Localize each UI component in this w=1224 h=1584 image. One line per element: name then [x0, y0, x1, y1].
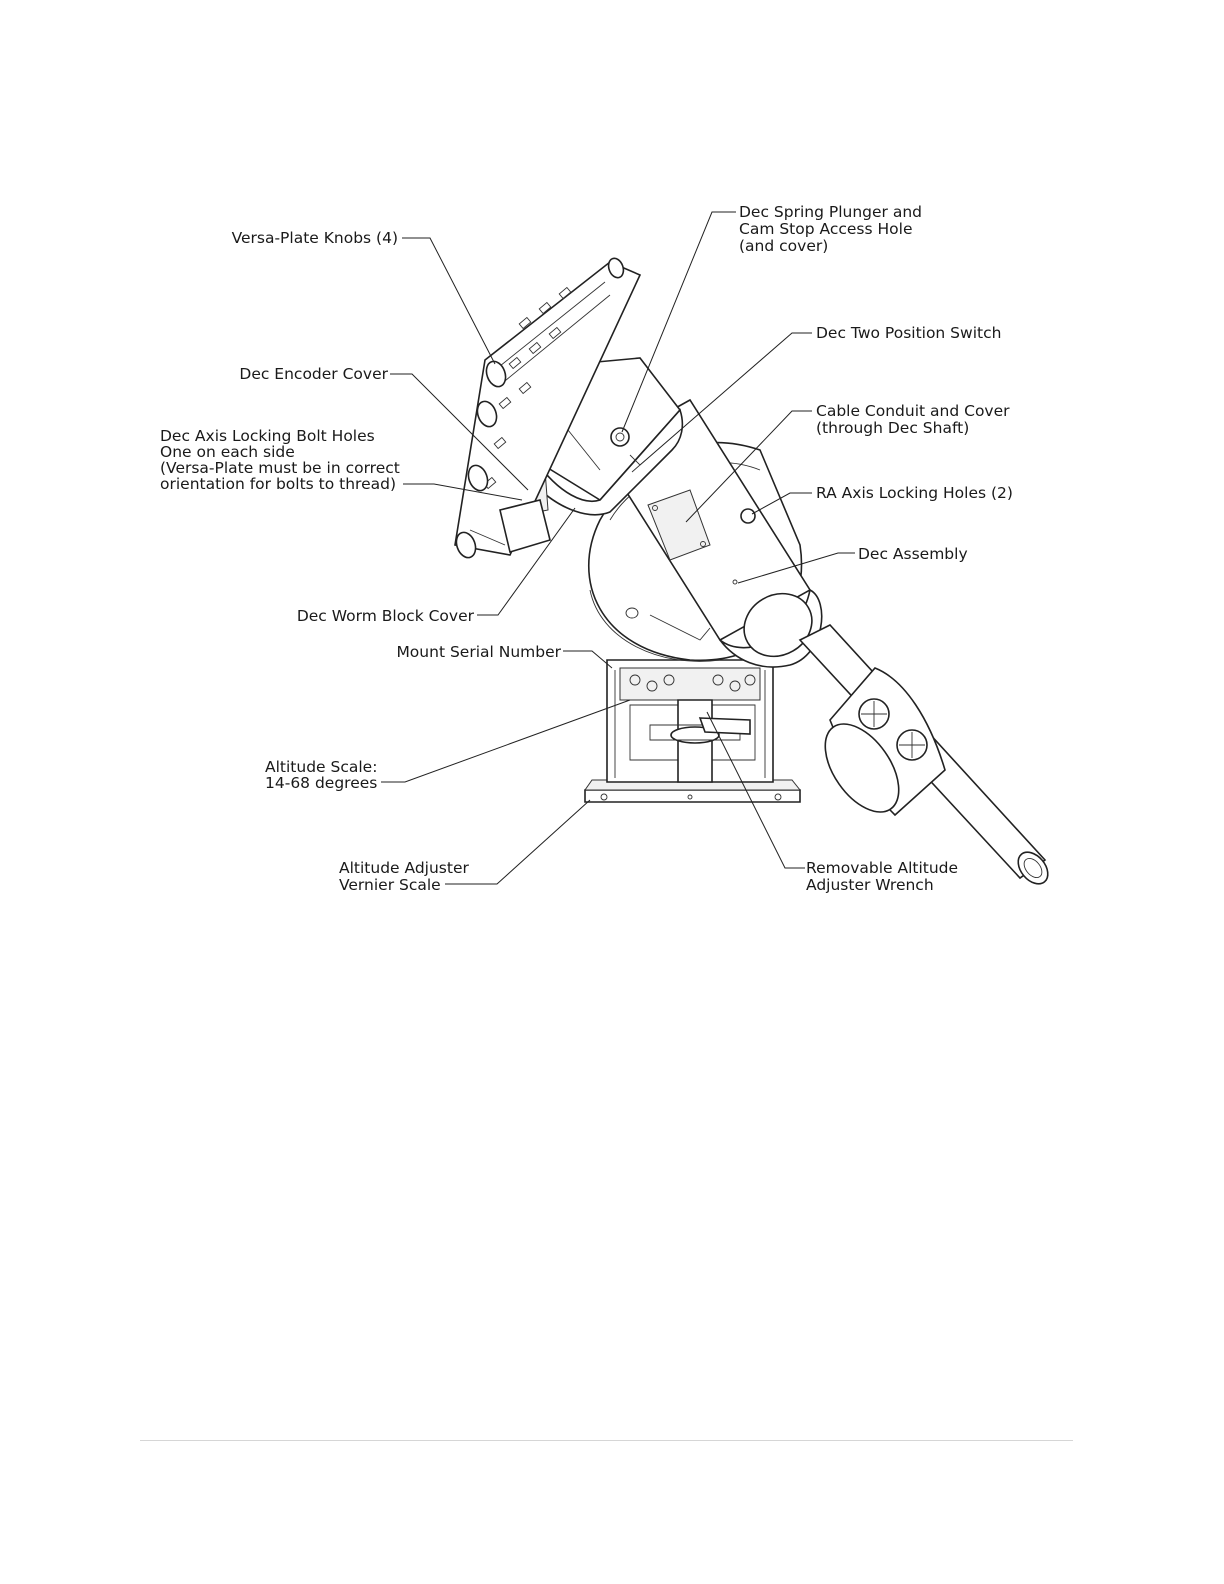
label-dec-axis-locking-line1: Dec Axis Locking Bolt Holes: [160, 427, 375, 445]
label-altitude-adjuster-line1: Altitude Adjuster: [339, 859, 469, 877]
label-altitude-scale-line2: 14-68 degrees: [265, 774, 378, 792]
base-plate: [585, 780, 800, 802]
label-ra-axis-locking-holes: RA Axis Locking Holes (2): [816, 484, 1013, 502]
label-mount-serial-number: Mount Serial Number: [396, 643, 561, 661]
label-dec-spring-plunger-line2: Cam Stop Access Hole: [739, 220, 913, 238]
label-cable-conduit-line2: (through Dec Shaft): [816, 419, 970, 437]
label-dec-axis-locking-line3: (Versa-Plate must be in correct: [160, 459, 400, 477]
footer-divider: [140, 1440, 1073, 1441]
label-removable-wrench-line1: Removable Altitude: [806, 859, 959, 877]
mount-illustration: [453, 256, 1054, 889]
label-dec-two-position-switch: Dec Two Position Switch: [816, 324, 1002, 342]
label-altitude-scale-line1: Altitude Scale:: [265, 758, 378, 776]
label-dec-spring-plunger-line1: Dec Spring Plunger and: [739, 203, 923, 221]
label-cable-conduit-line1: Cable Conduit and Cover: [816, 402, 1010, 420]
label-dec-spring-plunger-line3: (and cover): [739, 237, 829, 255]
label-dec-encoder-cover: Dec Encoder Cover: [239, 365, 388, 383]
label-dec-axis-locking-line2: One on each side: [160, 443, 295, 461]
label-versa-plate-knobs: Versa-Plate Knobs (4): [231, 229, 398, 247]
label-dec-axis-locking-line4: orientation for bolts to thread): [160, 475, 397, 493]
counterweight-shaft: [800, 625, 1054, 890]
label-altitude-adjuster-line2: Vernier Scale: [339, 876, 441, 894]
label-dec-worm-block-cover: Dec Worm Block Cover: [296, 607, 474, 625]
altitude-frame: [607, 660, 773, 782]
label-removable-wrench-line2: Adjuster Wrench: [806, 876, 934, 894]
label-dec-assembly: Dec Assembly: [858, 545, 968, 563]
